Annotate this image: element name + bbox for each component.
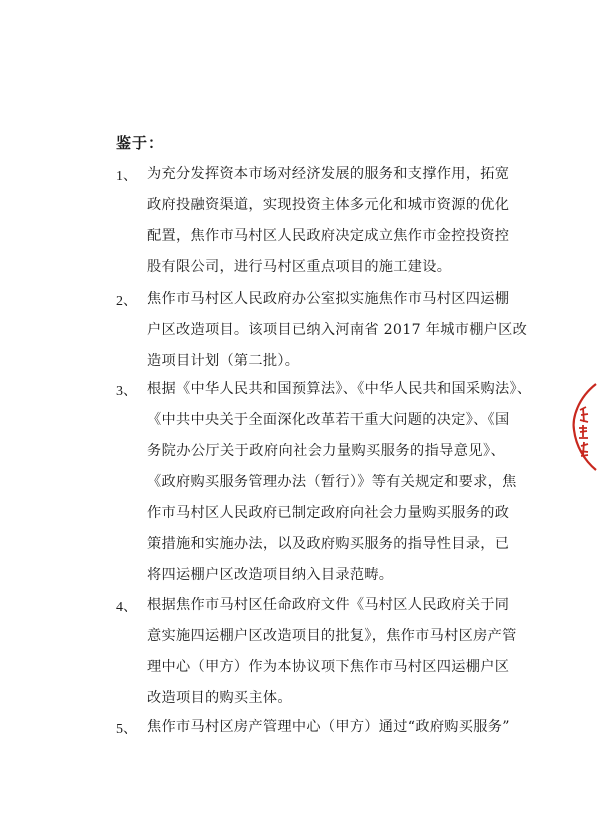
text-line: 理中心（甲方）作为本协议项下焦作市马村区四运棚户区 (147, 659, 510, 675)
clause-text (147, 712, 510, 743)
text-line: 为充分发挥资本市场对经济发展的服务和支撑作用，拓宽 (147, 166, 510, 182)
text-line: 意实施四运棚户区改造项目的批复》，焦作市马村区房产管 (147, 628, 517, 644)
red-seal-stamp-icon (568, 380, 598, 472)
text-line: 户区改造项目。该项目已纳入河南省 2017 年城市棚户区改 (147, 322, 528, 338)
text-line: 务院办公厅关于政府向社会力量购买服务的指导意见》、 (147, 443, 505, 459)
clause-text (147, 374, 532, 591)
clause-text (147, 590, 517, 714)
text-line: 配置，焦作市马村区人民政府决定成立焦作市金控投资控 (147, 228, 510, 244)
text-line: 焦作市马村区人民政府办公室拟实施焦作市马村区四运棚 (147, 291, 510, 307)
text-line: 股有限公司，进行马村区重点项目的施工建设。 (147, 259, 452, 275)
clause-number: 3、 (116, 384, 137, 399)
text-line: 作市马村区人民政府已制定政府向社会力量购买服务的政 (147, 505, 510, 521)
clause-number: 2、 (116, 294, 137, 309)
text-line: 造项目计划（第二批）。 (147, 353, 300, 369)
text-line: 焦作市马村区房产管理中心（甲方）通过“政府购买服务” (147, 719, 510, 735)
text-line: 策措施和实施办法，以及政府购买服务的指导性目录，已 (147, 536, 510, 552)
clause-text (147, 284, 528, 377)
text-line: 《政府购买服务管理办法（暂行）》等有关规定和要求，焦 (147, 474, 517, 490)
heading-whereas: 鉴于： (116, 134, 165, 152)
text-line: 《中共中央关于全面深化改革若干重大问题的决定》、《国 (147, 412, 510, 428)
text-line: 将四运棚户区改造项目纳入目录范畴。 (147, 567, 394, 583)
text-line: 政府投融资渠道，实现投资主体多元化和城市资源的优化 (147, 197, 510, 213)
text-line: 根据《中华人民共和国预算法》、《中华人民共和国采购法》、 (147, 381, 532, 397)
clause-number: 1、 (116, 169, 137, 184)
clause-number: 5、 (116, 722, 137, 737)
text-line: 根据焦作市马村区任命政府文件《马村区人民政府关于同 (147, 597, 510, 613)
text-line: 改造项目的购买主体。 (147, 690, 292, 706)
clause-number: 4、 (116, 600, 137, 615)
clause-text (147, 159, 510, 283)
